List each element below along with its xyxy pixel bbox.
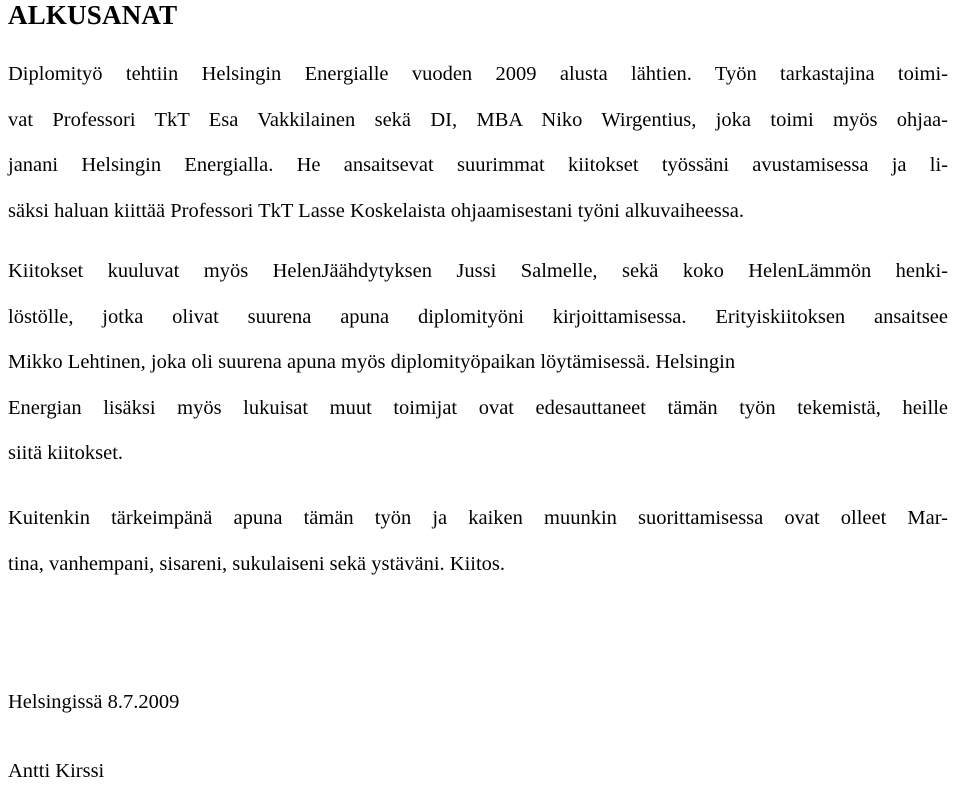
text-line: siitä kiitokset. <box>8 442 124 464</box>
paragraph-2 <box>8 249 948 477</box>
page-title: ALKUSANAT <box>8 0 178 30</box>
place-and-date: Helsingissä 8.7.2009 <box>8 691 180 713</box>
text-line: janani Helsingin Energialla. He ansaitsevat suurimmat kiitokset työssäni avustamisessa ja li- <box>8 154 948 176</box>
text-line: Energian lisäksi myös lukuisat muut toimijat ovat edesauttaneet tämän työn tekemistä, heille <box>8 396 948 419</box>
signature-name: Antti Kirssi <box>8 760 105 782</box>
text-line: vat Professori TkT Esa Vakkilainen sekä DI, MBA Niko Wirgentius, joka toimi myös ohjaa- <box>8 108 948 131</box>
text-line: Kuitenkin tärkeimpänä apuna tämän työn ja kaiken muunkin suorittamisessa ovat olleet Mar- <box>8 507 948 529</box>
text-line: Diplomityö tehtiin Helsingin Energialle vuoden 2009 alusta lähtien. Työn tarkastajina toimi- <box>8 63 948 85</box>
paragraph-1 <box>8 52 948 234</box>
text-line: Mikko Lehtinen, joka oli suurena apuna myös diplomityöpaikan löytämisessä. Helsingin <box>8 351 736 373</box>
text-line: löstölle, jotka olivat suurena apuna diplomityöni kirjoittamisessa. Erityiskiitoksen ansaitsee <box>8 305 948 328</box>
text-line: säksi haluan kiittää Professori TkT Lasse Koskelaista ohjaamisestani työni alkuvaiheessa. <box>8 199 744 222</box>
paragraph-3 <box>8 496 948 587</box>
text-line: Kiitokset kuuluvat myös HelenJäähdytyksen Jussi Salmelle, sekä koko HelenLämmön henki- <box>8 260 948 282</box>
text-line: tina, vanhempani, sisareni, sukulaiseni sekä ystäväni. Kiitos. <box>8 552 506 575</box>
